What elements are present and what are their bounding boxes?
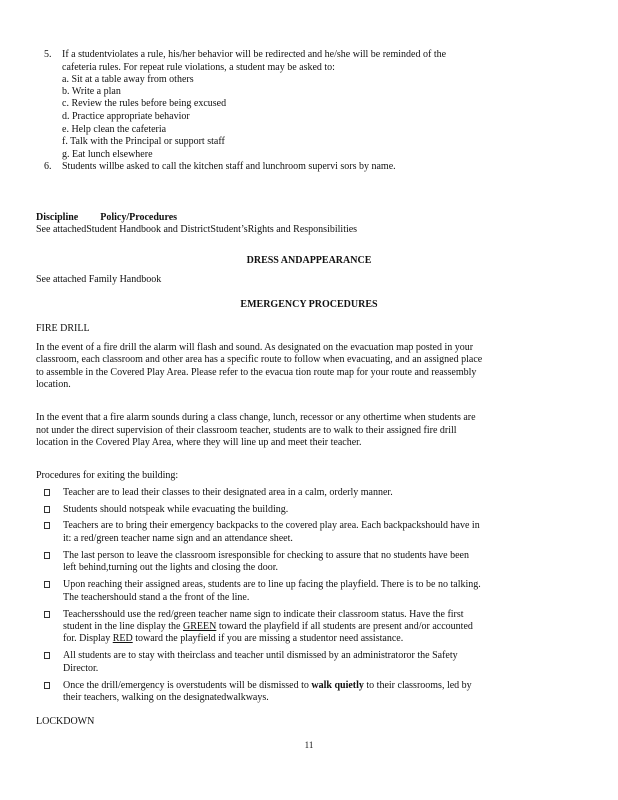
bullet-6-line-2: student in the line display the GREEN toward the playfield if all students are present and/or accounted [63,621,473,632]
discipline-heading-policy: Policy/Procedures [100,212,178,223]
rule-5-sub-g: g. Eat lunch elsewhere [62,149,153,160]
square-bullet-icon [44,650,50,662]
bullet-6-line-1: Teachersshould use the red/green teacher name sign to indicate their classroom status. Have the first [63,609,464,620]
fire-drill-para1-line4: location. [36,379,71,390]
rule-6-text: Students willbe asked to call the kitchen staff and lunchroom supervi sors by name. [62,161,396,172]
square-bullet-icon [44,487,50,499]
square-bullet-icon [44,550,50,562]
rule-5-sub-f: f. Talk with the Principal or support staff [62,136,225,147]
square-bullet-icon [44,609,50,621]
discipline-text: See attachedStudent Handbook and DistrictStudent’sRights and Responsibilities [36,224,358,235]
bullet-6-line-3: for. Display RED toward the playfield if you are missing a studentor need assistance. [63,633,404,644]
fire-drill-para1-line3: to assemble in the Covered Play Area. Please refer to the evacua tion route map for your route and reassembly [36,367,477,378]
square-bullet-icon [44,520,50,532]
square-bullet-icon [44,579,50,591]
fire-drill-title: FIRE DRILL [36,323,90,334]
dress-heading: DRESS ANDAPPEARANCE [246,255,372,266]
bullet-7-line-1: All students are to stay with theirclass and teacher until dismissed by an administratoror the Safety [63,650,458,661]
fire-drill-para2-line2: not under the direct supervision of their classroom teacher, students are to walk to their assigned fire drill [36,425,457,436]
square-bullet-icon [44,680,50,692]
bullet-3-line-2: it: a red/green teacher name sign and an attendance sheet. [63,533,293,544]
discipline-heading [36,212,177,224]
procedures-title: Procedures for exiting the building: [36,470,179,481]
rule-5-line-2: cafeteria rules. For repeat rule violations, a student may be asked to: [62,62,335,73]
fire-drill-para1-line2: classroom, each classroom and other area has a specific route to follow when evacuating, and an assigned place [36,354,483,365]
bullet-3-line-1: Teachers are to bring their emergency backpacks to the covered play area. Each backpackshould have in [63,520,480,531]
rule-5-sub-b: b. Write a plan [62,86,121,97]
bullet-1-line-1: Teacher are to lead their classes to their designated area in a calm, orderly manner. [63,487,393,498]
bullet-5-line-1: Upon reaching their assigned areas, students are to line up facing the playfield. There is to be no talking. [63,579,481,590]
rule-5-line-1: If a studentviolates a rule, his/her behavior will be redirected and he/she will be reminded of the [62,49,447,60]
rule-5-sub-d: d. Practice appropriate behavior [62,111,190,122]
rule-5-sub-a: a. Sit at a table away from others [62,74,194,85]
square-bullet-icon [44,504,50,516]
rule-5-sub-e: e. Help clean the cafeteria [62,124,167,135]
bullet-7-line-2: Director. [63,663,99,674]
fire-drill-para1-line1: In the event of a fire drill the alarm will flash and sound. As designated on the evacuation map posted in your [36,342,474,353]
fire-drill-para2-line1: In the event that a fire alarm sounds during a class change, lunch, recessor or any othertime when students are [36,412,476,423]
rule-5-number: 5. [44,49,52,60]
dress-text: See attached Family Handbook [36,274,162,285]
bullet-8-line-2: their teachers, walking on the designatedwalkways. [63,692,269,703]
bullet-4-line-2: left behind,turning out the lights and closing the door. [63,562,278,573]
bullet-4-line-1: The last person to leave the classroom isresponsible for checking to assure that no students have been [63,550,469,561]
rule-6-number: 6. [44,161,52,172]
fire-drill-para2-line3: location in the Covered Play Area, where they will line up and meet their teacher. [36,437,362,448]
rule-5-sub-c: c. Review the rules before being excused [62,98,227,109]
bullet-8-line-1: Once the drill/emergency is overstudents will be dismissed to walk quietly to their classrooms, led by [63,680,472,691]
lockdown-title: LOCKDOWN [36,716,95,727]
bullet-2-line-1: Students should notspeak while evacuating the building. [63,504,289,515]
page-number: 11 [304,740,314,750]
emergency-heading: EMERGENCY PROCEDURES [240,299,378,310]
discipline-heading-word: Discipline [36,212,79,223]
bullet-5-line-2: The teachershould stand a the front of the line. [63,592,250,603]
